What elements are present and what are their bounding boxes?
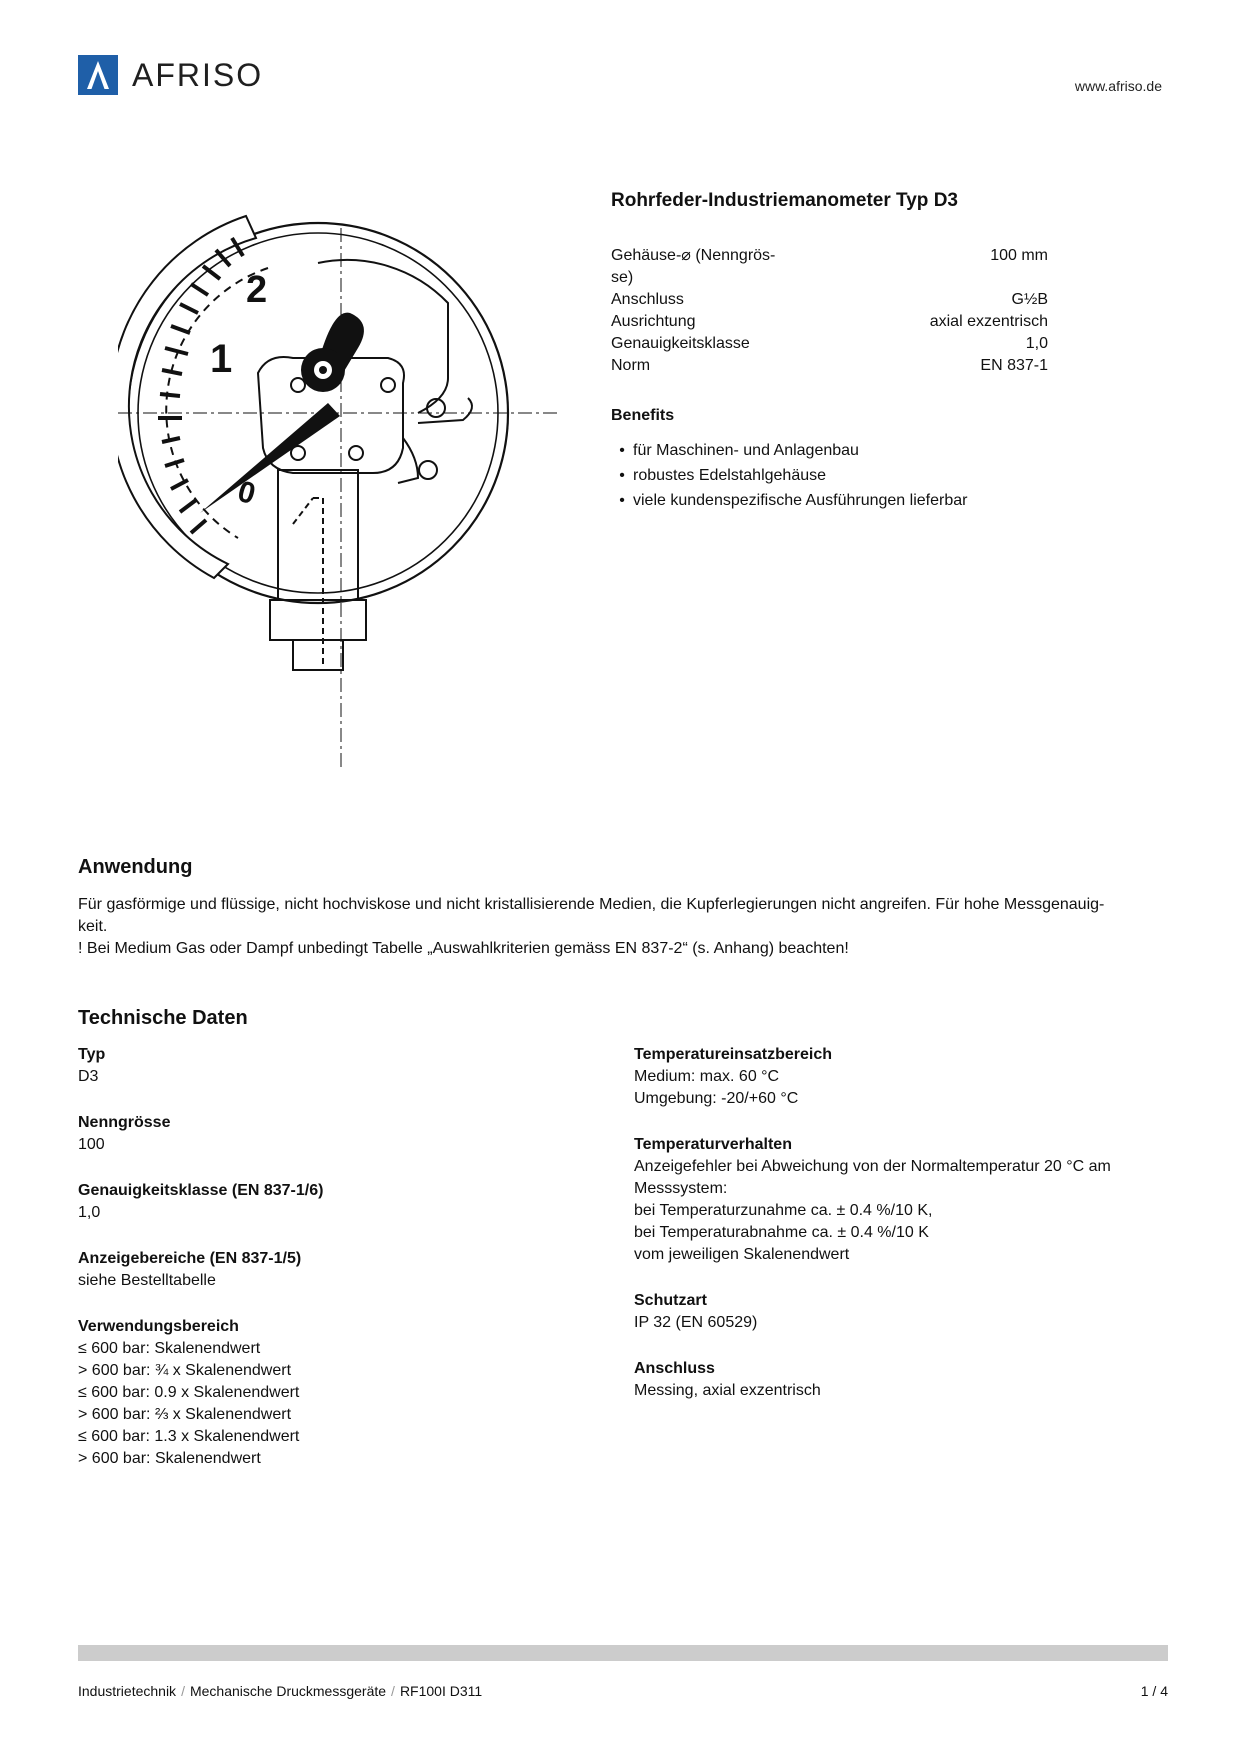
tech-value: 1,0 bbox=[78, 1204, 101, 1221]
tech-block bbox=[634, 1358, 1174, 1402]
spec-value: axial exzentrisch bbox=[929, 313, 1048, 330]
tech-label: Genauigkeitsklasse (EN 837-1/6) bbox=[78, 1182, 324, 1199]
tech-value: > 600 bar: ¾ x Skalenendwert bbox=[78, 1362, 292, 1379]
tech-block bbox=[634, 1290, 1174, 1334]
tech-data-right-column bbox=[634, 1044, 1174, 1426]
tech-label: Schutzart bbox=[634, 1292, 707, 1309]
tech-label: Verwendungsbereich bbox=[78, 1318, 239, 1335]
spec-row bbox=[611, 311, 1048, 333]
breadcrumb bbox=[78, 1683, 482, 1699]
spec-row bbox=[611, 333, 1048, 355]
tech-label: Temperatureinsatzbereich bbox=[634, 1046, 832, 1063]
spec-row bbox=[611, 245, 1048, 289]
spec-label bbox=[611, 245, 865, 289]
footer-divider-bar bbox=[78, 1645, 1168, 1661]
anwendung-line: ! Bei Medium Gas oder Dampf unbedingt Tabelle „Auswahlkriterien gemäss EN 837-2“ (s. Anhang) beachten! bbox=[78, 940, 849, 957]
tech-block bbox=[634, 1044, 1174, 1110]
tech-block bbox=[78, 1044, 598, 1088]
spec-value: EN 837-1 bbox=[980, 357, 1048, 374]
afriso-logo-icon bbox=[78, 55, 118, 95]
spec-value: 1,0 bbox=[1025, 335, 1048, 352]
product-title: Rohrfeder-Industriemanometer Typ D3 bbox=[611, 190, 958, 211]
spec-label: Anschluss bbox=[611, 291, 684, 308]
tech-label: Anschluss bbox=[634, 1360, 715, 1377]
anwendung-heading: Anwendung bbox=[78, 856, 193, 878]
anwendung-line: keit. bbox=[78, 918, 108, 935]
tech-label: Typ bbox=[78, 1046, 106, 1063]
tech-value: Medium: max. 60 °C bbox=[634, 1068, 780, 1085]
tech-value: Anzeigefehler bei Abweichung von der Normaltemperatur 20 °C am bbox=[634, 1158, 1111, 1175]
tech-value: vom jeweiligen Skalenendwert bbox=[634, 1246, 850, 1263]
tech-data-left-column bbox=[78, 1044, 598, 1494]
spec-table bbox=[611, 245, 1048, 377]
spec-label-line: se) bbox=[611, 269, 634, 286]
benefit-item: • robustes Edelstahlgehäuse bbox=[611, 463, 967, 488]
tech-value: bei Temperaturzunahme ca. ± 0.4 %/10 K, bbox=[634, 1202, 933, 1219]
brand-name: AFRISO bbox=[132, 56, 264, 93]
spec-label: Ausrichtung bbox=[611, 313, 696, 330]
tech-value: ≤ 600 bar: 0.9 x Skalenendwert bbox=[78, 1384, 300, 1401]
breadcrumb-item[interactable]: RF100I D311 bbox=[399, 1683, 483, 1699]
spec-label: Norm bbox=[611, 357, 651, 374]
tech-value: D3 bbox=[78, 1068, 99, 1085]
spec-row bbox=[611, 289, 1048, 311]
tech-block bbox=[78, 1180, 598, 1224]
breadcrumb-item[interactable]: Mechanische Druckmessgeräte bbox=[189, 1683, 387, 1699]
tech-value: ≤ 600 bar: 1.3 x Skalenendwert bbox=[78, 1428, 300, 1445]
tech-value: Umgebung: -20/+60 °C bbox=[634, 1090, 799, 1107]
spec-value: G½B bbox=[1011, 291, 1048, 308]
tech-value: IP 32 (EN 60529) bbox=[634, 1314, 758, 1331]
tech-block bbox=[634, 1134, 1174, 1266]
spec-row bbox=[611, 355, 1048, 377]
benefit-item: • viele kundenspezifische Ausführungen lieferbar bbox=[611, 488, 967, 513]
tech-block bbox=[78, 1112, 598, 1156]
tech-label: Anzeigebereiche (EN 837-1/5) bbox=[78, 1250, 302, 1267]
dial-label-0: 0 bbox=[234, 474, 259, 512]
tech-value: > 600 bar: Skalenendwert bbox=[78, 1450, 261, 1467]
afriso-logo bbox=[78, 54, 263, 96]
tech-value: Messsystem: bbox=[634, 1180, 728, 1197]
tech-value: bei Temperaturabnahme ca. ± 0.4 %/10 K bbox=[634, 1224, 929, 1241]
tech-label: Nenngrösse bbox=[78, 1114, 171, 1131]
tech-value: 100 bbox=[78, 1136, 105, 1153]
breadcrumb-item[interactable]: Industrietechnik bbox=[78, 1683, 177, 1699]
dial-label-2: 2 bbox=[246, 269, 268, 311]
tech-label: Temperaturverhalten bbox=[634, 1136, 792, 1153]
dial-label-1: 1 bbox=[210, 337, 233, 381]
pressure-gauge-drawing bbox=[118, 208, 558, 778]
breadcrumb-separator: / bbox=[391, 1683, 395, 1699]
spec-value: 100 mm bbox=[990, 247, 1048, 264]
technische-daten-heading: Technische Daten bbox=[78, 1007, 248, 1029]
benefit-item: • für Maschinen- und Anlagenbau bbox=[611, 438, 967, 463]
tech-block bbox=[78, 1248, 598, 1292]
tech-value: > 600 bar: ⅔ x Skalenendwert bbox=[78, 1406, 292, 1423]
benefits-heading: Benefits bbox=[611, 407, 675, 424]
spec-label: Genauigkeitsklasse bbox=[611, 335, 750, 352]
page-number: 1 / 4 bbox=[1140, 1683, 1168, 1699]
anwendung-line: Für gasförmige und flüssige, nicht hochviskose und nicht kristallisierende Medien, die Kupferlegierungen nicht angreifen. Für hohe Messgenauig- bbox=[78, 896, 1105, 913]
tech-value: ≤ 600 bar: Skalenendwert bbox=[78, 1340, 261, 1357]
tech-value: Messing, axial exzentrisch bbox=[634, 1382, 821, 1399]
breadcrumb-separator: / bbox=[181, 1683, 185, 1699]
benefits-list bbox=[611, 438, 967, 513]
tech-value: siehe Bestelltabelle bbox=[78, 1272, 216, 1289]
tech-block bbox=[78, 1316, 598, 1470]
website-link[interactable]: www.afriso.de bbox=[1074, 78, 1162, 94]
anwendung-text bbox=[78, 894, 1168, 960]
spec-label-line: Gehäuse-⌀ (Nenngrös- bbox=[611, 247, 776, 264]
